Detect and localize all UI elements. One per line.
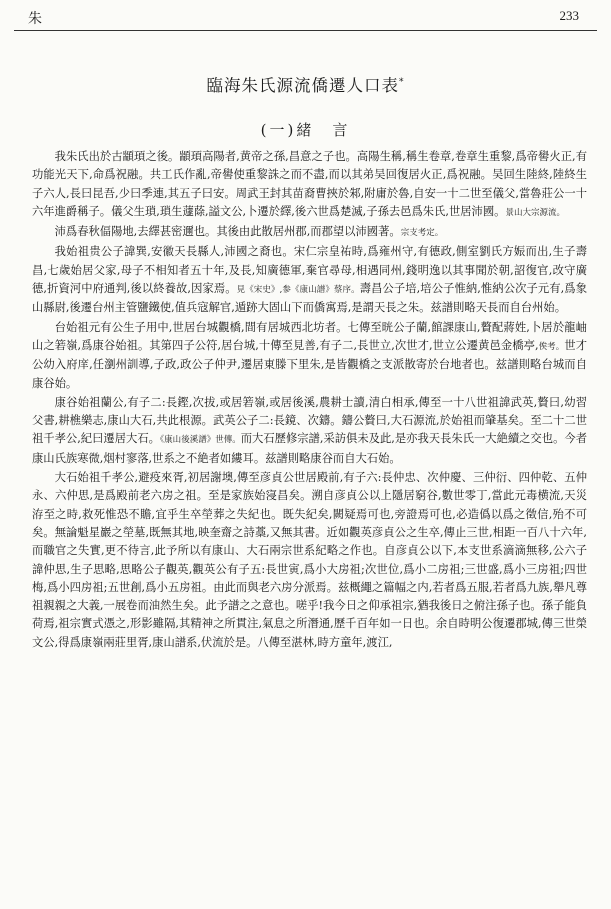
body-text — [32, 148, 587, 909]
inline-note: 《康山後溪譜》世傳。 — [159, 435, 241, 446]
paragraph — [32, 319, 587, 393]
paragraph-continuation: 壽昌公子培,培公子惟納,惟納公次子元有,爲象山縣尉,後遷台州主管鹽鐵使,值兵寇解官,遁跡大固山下而僑寓焉,是謂天長之朱。兹譜則略天長而自台州始。 — [32, 282, 587, 315]
page-title — [0, 72, 611, 96]
paragraph — [32, 223, 587, 242]
paragraph-text: 沛爲春秋偪陽地,去繹甚密邇也。其後由此散居州郡,而郡望以沛國著。 — [54, 225, 401, 239]
paragraph — [32, 394, 587, 468]
title-text: 臨海朱氏源流僑遷人口表 — [206, 76, 399, 95]
paragraph — [32, 469, 587, 652]
inline-note: 見《宋史》,参《康山譜》蔡序。 — [236, 285, 360, 296]
paragraph-text: 康谷始祖蘭公,有子二:長鏗,次拔,或居箬嶺,或居後溪,農耕士讀,清白相承,傳至一十八世祖諱武英,贅曰,幼習父書,耕樵樂志,康山大石,共此根源。武英公子二:長鏡、次鑄。鑄公贅曰,大石源流,於始祖而肇基矣。至二十二世祖千孝公,紀曰遷居大石。 — [32, 395, 587, 446]
section-heading: (一)緒 言 — [260, 121, 351, 139]
inline-note: 宗支考定。 — [400, 228, 444, 239]
paragraph-text: 我始祖贵公子諱巽,安徽天長縣人,沛國之裔也。宋仁宗皇祐時,爲雍州守,有德政,側室劉氏方娠而出,生子壽昌,七歲始居父家,母子不相知者五十年,及長,知廣德軍,棄官尋母,相遇同州,錢明逸以其事聞於朝,詔復官,改守廣德,折資河中府通判,後以終養故,因家焉。 — [32, 245, 587, 296]
page-number: 233 — [559, 8, 579, 23]
running-header — [14, 0, 597, 31]
paragraph — [32, 148, 587, 222]
inline-note: 俟考。 — [538, 341, 565, 352]
paragraph-text: 大石始祖千孝公,避疫來胥,初居謝墺,傳至彦貞公世居殿前,有子六:長仲忠、次仲慶、三仲衍、四仲乾、五仲永、六仲思,是爲殿前老六房之祖。至是家族始寖昌矣。溯自彦貞公以上隱居窮谷,數世零丁,當此元毒横流,天災洊至之時,救死惟恐不贍,宜乎生卒塋葬之失紀也。既失紀矣,闕疑焉可也,旁證焉可也,必造僞以爲之徵信,殆不可矣。無論魁星巖之塋墓,既無其地,映奎齋之詩藁,又無其書。近如觀英彦貞公之生卒,傳止三世,相距一百八十六年,而職官之失實,更不待言,此予所以有康山、大石兩宗世系紀略之作也。自彦貞公以下,本支世系滴滴無移,公六子諱仲思,生子思略,思略公子觀英,觀英公有子五:長世寅,爲小大房祖;次世位,爲小二房祖;三世盛,爲小三房祖;四世梅,爲小四房祖;五世創,爲小五房祖。由此而與老六房分派焉。兹概繩之篇幅之内,若者爲五服,若者爲九族,舉凡尊祖親親之大義,一展卷而油然生矣。此予譜之之意也。嗟乎!我今日之仰承祖宗,猶我後日之俯注孫子也。孫子能負荷焉,祖宗實式憑之,形影雖隔,其精神之所貫注,氣息之所潛通,歷千百年如一日也。余自時明公復遷郡城,傳三世榮文公,得爲康嶺兩莊里胥,康山譜系,伏流於是。八傳至湛林,時方童年,渡江, — [32, 471, 587, 649]
paragraph — [32, 243, 587, 317]
inline-note: 景山大宗源流。 — [505, 207, 565, 218]
running-header-surname: 朱 — [28, 11, 42, 27]
paragraph-text: 我朱氏出於古顓頊之後。顓頊高陽者,黄帝之孫,昌意之子也。高陽生稱,稱生卷章,卷章生重黎,爲帝嚳火正,有功能光天下,命爲祝融。共工氏作亂,帝嚳使重黎誅之而不盡,而以其弟吴回復居火正,爲祝融。吴回生陸終,陸終生子六人,長曰昆吾,少曰季連,其五子曰安。周武王封其苗裔曹挾於邾,附庸於魯,自安一十二世至儀父,當魯莊公一十六年進爵稱子。儀父生瑣,瑣生蘧蒢,謚文公,卜遷於繹,後六世爲楚滅,子孫去邑爲朱氏,世居沛國。 — [32, 150, 587, 218]
paragraph-text: 台始祖元有公生子用中,世居台城觀橋,間有居城西北坊者。七傳至晄公子蘭,館課康山,贅配蔣姓,卜居於龍岫山之箬嶺,爲康谷始祖。其第四子公符,居台城,十傳至見善,有子二,長世立,次世才,世立公遷黄邑金橋亭, — [32, 320, 587, 352]
paragraph-continuation: 而大石歷修宗譜,采訪俱未及此,是亦我天長朱氏一大絶續之交也。今者康山氏族寒微,烟村寥落,世系之不絶者如縷耳。兹譜則略康谷而自大石始。 — [32, 432, 587, 465]
paragraph-continuation: 世才公幼入府庠,任瀏州訓導,子政,政公子仲尹,遷居東滕下里朱,是皆觀橋之支派散寄於台地者也。兹譜則略台城而自康谷始。 — [32, 338, 587, 390]
title-footnote-mark: * — [399, 77, 405, 88]
